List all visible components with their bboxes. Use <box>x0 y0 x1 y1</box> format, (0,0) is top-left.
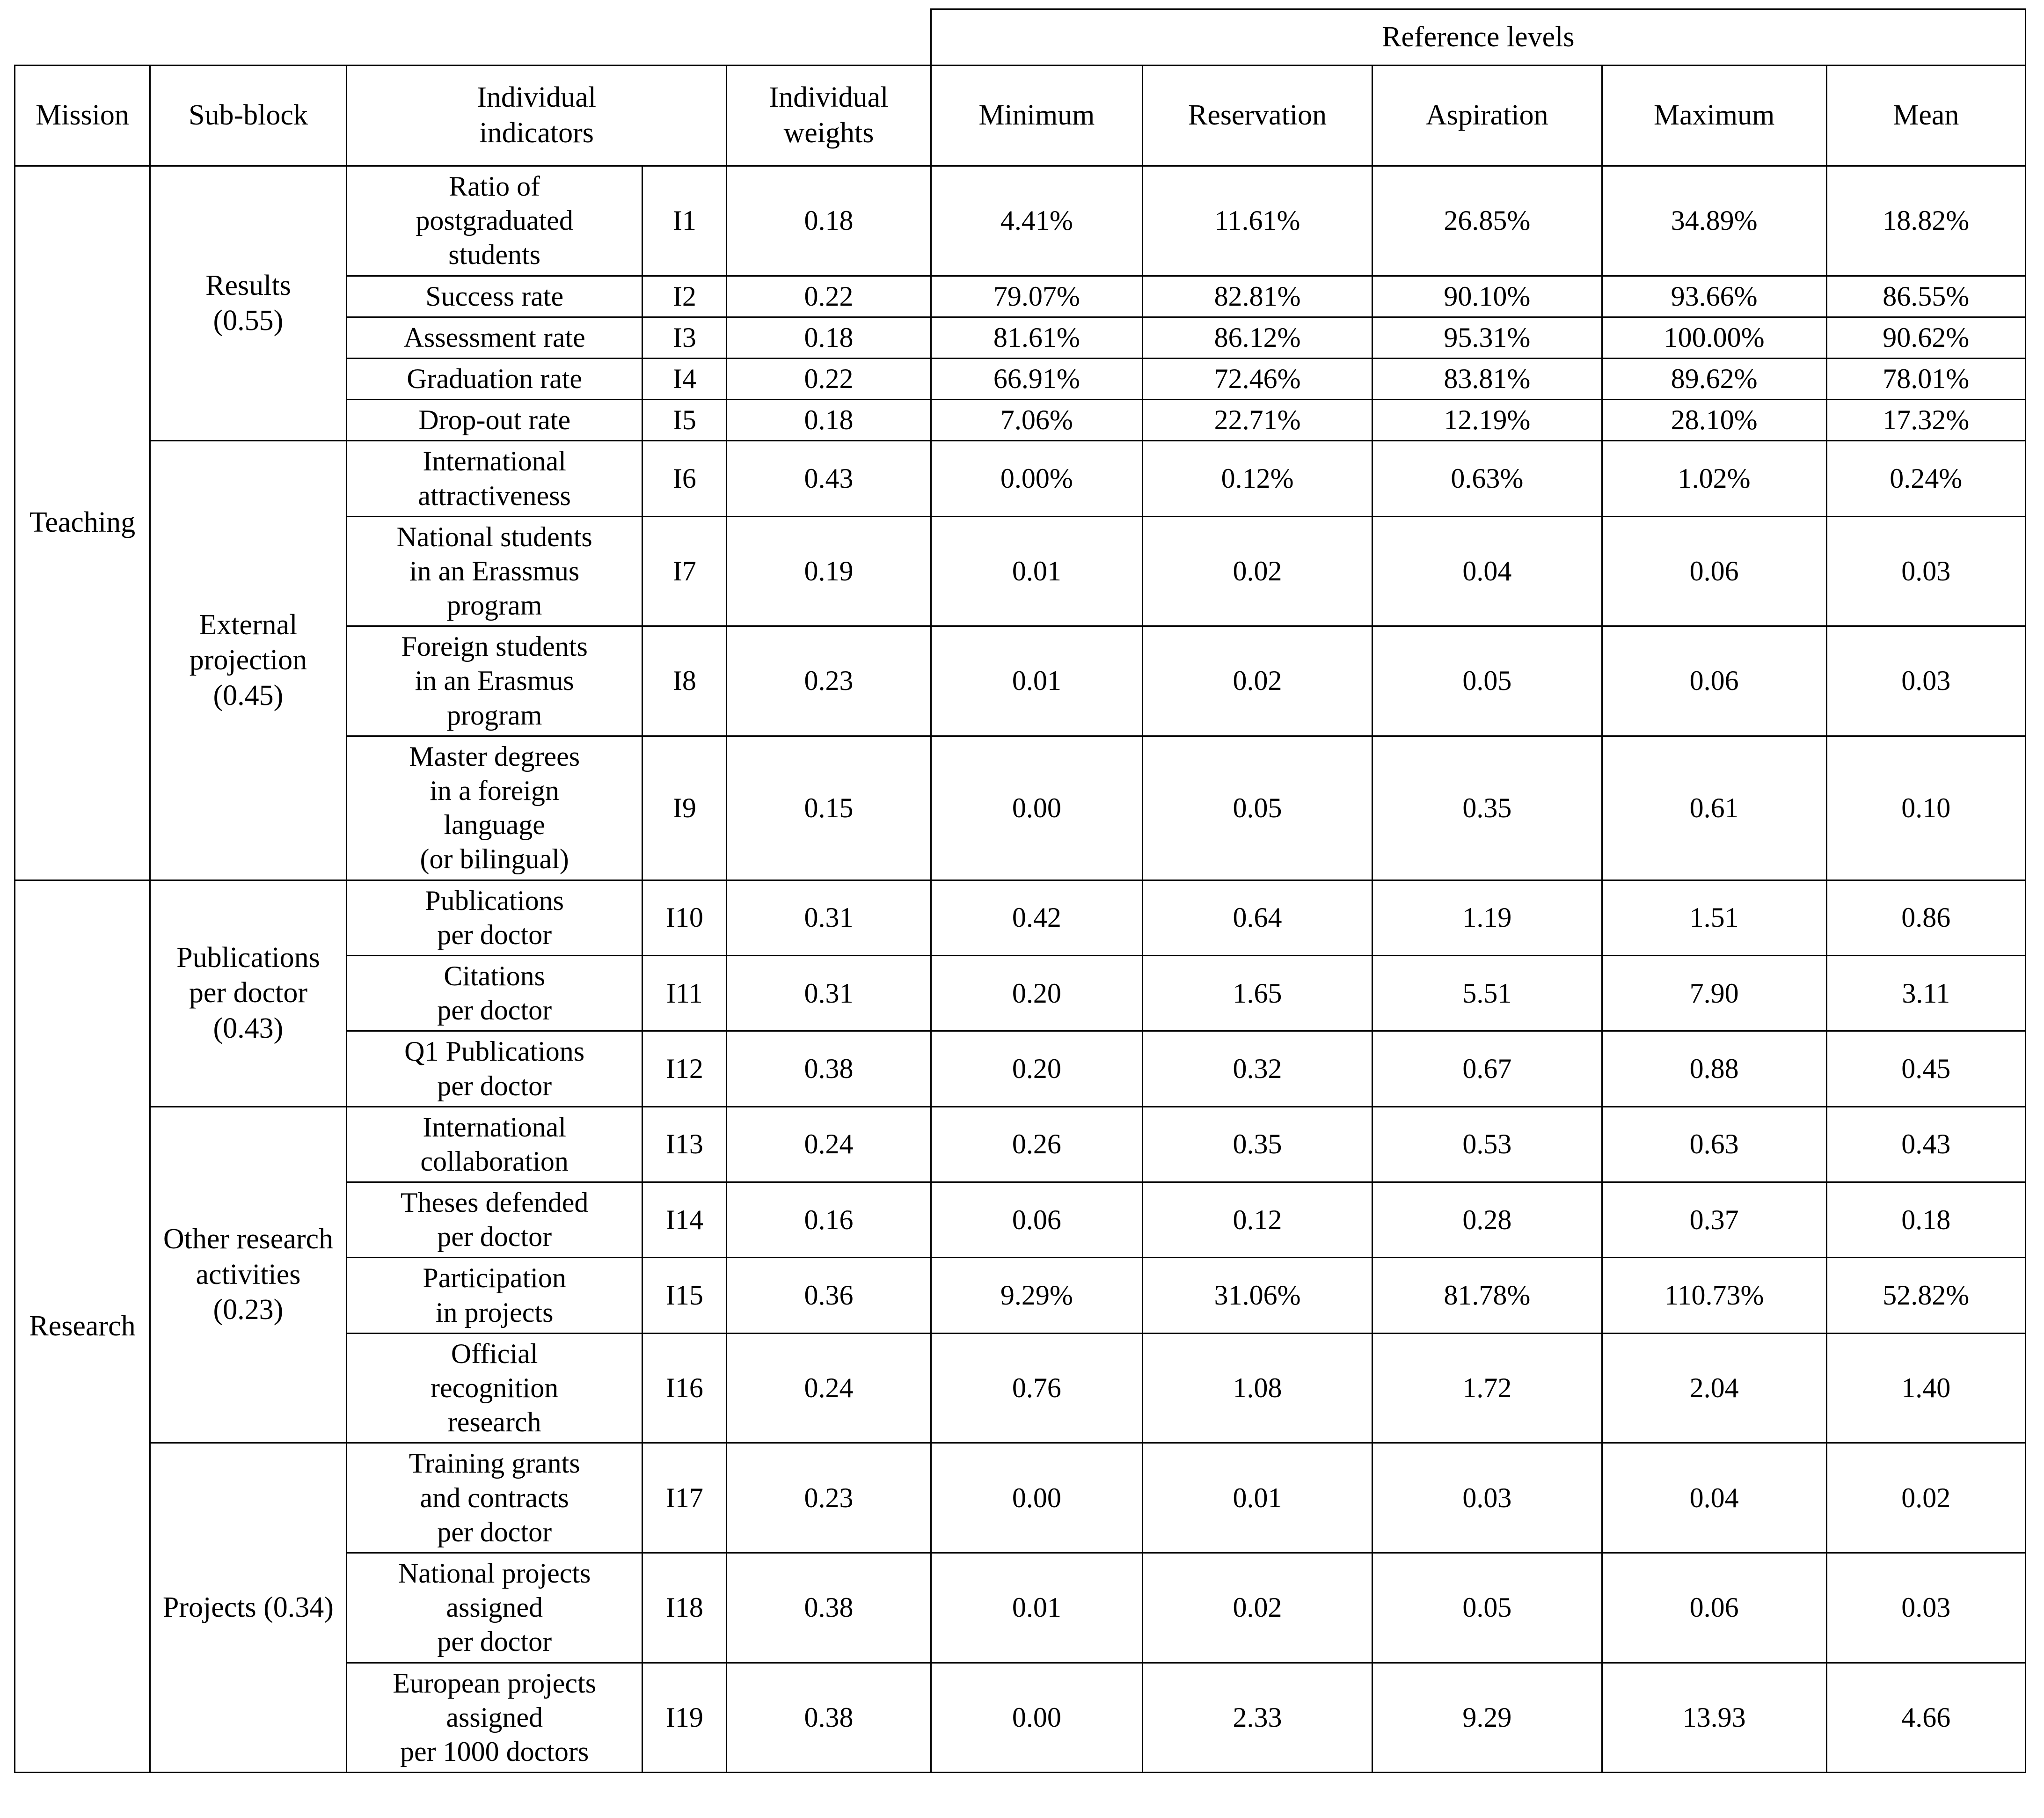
column-header-subblock: Sub-block <box>150 66 347 166</box>
indicator-id-i2: I2 <box>642 276 727 317</box>
indicator-id-i17: I17 <box>642 1443 727 1553</box>
subblock-cell-publications <box>150 880 347 1107</box>
indicator-label-line: program <box>447 699 542 731</box>
maximum-i6: 1.02% <box>1602 441 1826 516</box>
table-head <box>15 9 2026 166</box>
table-body <box>15 166 2026 1773</box>
indicator-label-i16 <box>346 1333 642 1443</box>
minimum-i10: 0.42 <box>931 880 1143 955</box>
maximum-i12: 0.88 <box>1602 1031 1826 1107</box>
aspiration-i10: 1.19 <box>1372 880 1602 955</box>
column-header-mission: Mission <box>15 66 150 166</box>
column-header-indicator-line2: indicators <box>479 117 594 149</box>
column-header-weight-line1: Individual <box>769 81 889 114</box>
indicator-label-line: Theses defended <box>400 1187 589 1218</box>
subblock-line: projection <box>189 644 307 676</box>
indicator-label-i2 <box>346 276 642 317</box>
minimum-i18: 0.01 <box>931 1553 1143 1663</box>
weight-i4: 0.22 <box>727 358 931 399</box>
indicator-label-line: per doctor <box>437 1070 552 1101</box>
table-row <box>15 1107 2026 1182</box>
indicator-label-line: research <box>447 1407 541 1438</box>
indicator-label-line: Participation <box>423 1262 566 1294</box>
minimum-i3: 81.61% <box>931 317 1143 358</box>
indicator-label-i9 <box>346 736 642 880</box>
indicator-label-line: per 1000 doctors <box>400 1736 589 1767</box>
minimum-i1: 4.41% <box>931 166 1143 276</box>
aspiration-i7: 0.04 <box>1372 516 1602 626</box>
indicator-label-i4 <box>346 358 642 399</box>
mean-i13: 0.43 <box>1826 1107 2025 1182</box>
indicator-id-i18: I18 <box>642 1553 727 1663</box>
indicator-label-line: collaboration <box>420 1145 569 1177</box>
indicator-id-i12: I12 <box>642 1031 727 1107</box>
maximum-i17: 0.04 <box>1602 1443 1826 1553</box>
indicator-label-i3 <box>346 317 642 358</box>
group-header-reference-levels: Reference levels <box>931 9 2025 66</box>
indicator-label-line: students <box>448 239 540 271</box>
subblock-line: (0.43) <box>213 1012 284 1044</box>
reservation-i8: 0.02 <box>1143 626 1372 736</box>
weight-i8: 0.23 <box>727 626 931 736</box>
indicator-label-line: Graduation rate <box>407 363 583 394</box>
weight-i16: 0.24 <box>727 1333 931 1443</box>
subblock-line: (0.55) <box>213 305 284 337</box>
indicator-label-line: Foreign students <box>401 631 588 662</box>
reservation-i5: 22.71% <box>1143 400 1372 441</box>
group-header-row <box>15 9 2026 66</box>
reservation-i9: 0.05 <box>1143 736 1372 880</box>
weight-i1: 0.18 <box>727 166 931 276</box>
minimum-i9: 0.00 <box>931 736 1143 880</box>
weight-i7: 0.19 <box>727 516 931 626</box>
aspiration-i18: 0.05 <box>1372 1553 1602 1663</box>
indicator-id-i15: I15 <box>642 1258 727 1333</box>
mean-i8: 0.03 <box>1826 626 2025 736</box>
reservation-i1: 11.61% <box>1143 166 1372 276</box>
reservation-i3: 86.12% <box>1143 317 1372 358</box>
subblock-cell-external <box>150 441 347 880</box>
weight-i6: 0.43 <box>727 441 931 516</box>
weight-i12: 0.38 <box>727 1031 931 1107</box>
indicator-label-i8 <box>346 626 642 736</box>
weight-i2: 0.22 <box>727 276 931 317</box>
subblock-line: Projects (0.34) <box>162 1591 334 1623</box>
weight-i13: 0.24 <box>727 1107 931 1182</box>
maximum-i5: 28.10% <box>1602 400 1826 441</box>
indicator-label-line: (or bilingual) <box>420 843 569 875</box>
indicator-label-line: language <box>444 809 545 841</box>
minimum-i16: 0.76 <box>931 1333 1143 1443</box>
subblock-line: (0.23) <box>213 1294 284 1326</box>
reservation-i11: 1.65 <box>1143 955 1372 1031</box>
indicator-label-line: per doctor <box>437 919 552 950</box>
indicator-label-line: Training grants <box>409 1448 580 1479</box>
indicator-id-i3: I3 <box>642 317 727 358</box>
minimum-i15: 9.29% <box>931 1258 1143 1333</box>
indicator-id-i7: I7 <box>642 516 727 626</box>
weight-i15: 0.36 <box>727 1258 931 1333</box>
indicator-label-line: Official <box>451 1338 538 1369</box>
indicator-id-i5: I5 <box>642 400 727 441</box>
indicator-label-line: program <box>447 590 542 621</box>
indicators-table <box>14 8 2026 1773</box>
indicator-label-line: National students <box>396 521 592 552</box>
column-header-maximum: Maximum <box>1602 66 1826 166</box>
minimum-i5: 7.06% <box>931 400 1143 441</box>
indicator-id-i8: I8 <box>642 626 727 736</box>
maximum-i7: 0.06 <box>1602 516 1826 626</box>
column-header-individual-indicators <box>346 66 726 166</box>
reservation-i17: 0.01 <box>1143 1443 1372 1553</box>
table-row <box>15 166 2026 276</box>
maximum-i1: 34.89% <box>1602 166 1826 276</box>
indicator-id-i19: I19 <box>642 1663 727 1773</box>
indicator-label-line: in an Erasmus <box>415 665 574 696</box>
mean-i1: 18.82% <box>1826 166 2025 276</box>
indicator-label-line: assigned <box>446 1701 543 1733</box>
indicator-label-line: in projects <box>435 1297 554 1328</box>
indicator-label-line: per doctor <box>437 1626 552 1657</box>
indicator-label-i11 <box>346 955 642 1031</box>
column-header-minimum: Minimum <box>931 66 1143 166</box>
minimum-i2: 79.07% <box>931 276 1143 317</box>
group-header-spacer <box>15 9 931 66</box>
indicator-label-i13 <box>346 1107 642 1182</box>
subblock-cell-results <box>150 166 347 441</box>
maximum-i3: 100.00% <box>1602 317 1826 358</box>
minimum-i6: 0.00% <box>931 441 1143 516</box>
weight-i3: 0.18 <box>727 317 931 358</box>
mean-i16: 1.40 <box>1826 1333 2025 1443</box>
indicator-id-i13: I13 <box>642 1107 727 1182</box>
indicator-label-line: Master degrees <box>409 740 580 772</box>
indicator-label-line: Assessment rate <box>403 322 585 353</box>
maximum-i19: 13.93 <box>1602 1663 1826 1773</box>
reservation-i6: 0.12% <box>1143 441 1372 516</box>
maximum-i8: 0.06 <box>1602 626 1826 736</box>
aspiration-i2: 90.10% <box>1372 276 1602 317</box>
minimum-i13: 0.26 <box>931 1107 1143 1182</box>
mean-i15: 52.82% <box>1826 1258 2025 1333</box>
mean-i11: 3.11 <box>1826 955 2025 1031</box>
minimum-i17: 0.00 <box>931 1443 1143 1553</box>
indicator-label-line: recognition <box>431 1372 559 1403</box>
indicator-label-i10 <box>346 880 642 955</box>
indicator-label-line: postgraduated <box>416 205 573 236</box>
indicator-label-i1 <box>346 166 642 276</box>
indicator-label-line: per doctor <box>437 995 552 1026</box>
mission-cell-research: Research <box>15 880 150 1773</box>
column-header-indicator-line1: Individual <box>477 81 597 114</box>
reservation-i10: 0.64 <box>1143 880 1372 955</box>
minimum-i12: 0.20 <box>931 1031 1143 1107</box>
indicator-id-i4: I4 <box>642 358 727 399</box>
aspiration-i12: 0.67 <box>1372 1031 1602 1107</box>
weight-i19: 0.38 <box>727 1663 931 1773</box>
indicator-id-i14: I14 <box>642 1182 727 1258</box>
column-header-individual-weights <box>727 66 931 166</box>
mean-i7: 0.03 <box>1826 516 2025 626</box>
mean-i6: 0.24% <box>1826 441 2025 516</box>
indicator-label-line: International <box>423 446 566 477</box>
indicator-id-i6: I6 <box>642 441 727 516</box>
mean-i2: 86.55% <box>1826 276 2025 317</box>
subblock-line: (0.45) <box>213 679 284 711</box>
table-row <box>15 880 2026 955</box>
subblock-line: External <box>199 608 298 641</box>
indicator-label-line: per doctor <box>437 1221 552 1253</box>
indicator-label-i6 <box>346 441 642 516</box>
indicator-label-line: and contracts <box>420 1482 569 1513</box>
minimum-i11: 0.20 <box>931 955 1143 1031</box>
indicator-id-i1: I1 <box>642 166 727 276</box>
reservation-i18: 0.02 <box>1143 1553 1372 1663</box>
indicator-label-line: Success rate <box>425 280 564 312</box>
reservation-i4: 72.46% <box>1143 358 1372 399</box>
aspiration-i5: 12.19% <box>1372 400 1602 441</box>
aspiration-i14: 0.28 <box>1372 1182 1602 1258</box>
indicator-label-line: Citations <box>444 960 545 991</box>
aspiration-i11: 5.51 <box>1372 955 1602 1031</box>
indicator-label-line: Q1 Publications <box>404 1036 585 1067</box>
minimum-i19: 0.00 <box>931 1663 1143 1773</box>
indicator-id-i9: I9 <box>642 736 727 880</box>
aspiration-i4: 83.81% <box>1372 358 1602 399</box>
indicator-label-line: Drop-out rate <box>418 404 571 436</box>
reservation-i2: 82.81% <box>1143 276 1372 317</box>
maximum-i14: 0.37 <box>1602 1182 1826 1258</box>
reservation-i12: 0.32 <box>1143 1031 1372 1107</box>
weight-i5: 0.18 <box>727 400 931 441</box>
minimum-i14: 0.06 <box>931 1182 1143 1258</box>
aspiration-i1: 26.85% <box>1372 166 1602 276</box>
minimum-i7: 0.01 <box>931 516 1143 626</box>
column-header-mean: Mean <box>1826 66 2025 166</box>
column-header-aspiration: Aspiration <box>1372 66 1602 166</box>
subblock-cell-other_research <box>150 1107 347 1443</box>
subblock-line: Other research <box>163 1223 334 1255</box>
indicator-label-line: International <box>423 1111 566 1143</box>
weight-i17: 0.23 <box>727 1443 931 1553</box>
weight-i14: 0.16 <box>727 1182 931 1258</box>
column-header-weight-line2: weights <box>783 117 874 149</box>
indicator-label-line: assigned <box>446 1592 543 1623</box>
aspiration-i17: 0.03 <box>1372 1443 1602 1553</box>
mean-i17: 0.02 <box>1826 1443 2025 1553</box>
maximum-i4: 89.62% <box>1602 358 1826 399</box>
maximum-i15: 110.73% <box>1602 1258 1826 1333</box>
aspiration-i13: 0.53 <box>1372 1107 1602 1182</box>
indicator-label-i19 <box>346 1663 642 1773</box>
subblock-line: per doctor <box>189 977 307 1009</box>
indicator-label-line: National projects <box>398 1557 591 1589</box>
mean-i18: 0.03 <box>1826 1553 2025 1663</box>
indicator-id-i10: I10 <box>642 880 727 955</box>
mean-i10: 0.86 <box>1826 880 2025 955</box>
aspiration-i8: 0.05 <box>1372 626 1602 736</box>
aspiration-i3: 95.31% <box>1372 317 1602 358</box>
indicator-label-i18 <box>346 1553 642 1663</box>
subblock-line: Publications <box>176 941 320 974</box>
mean-i12: 0.45 <box>1826 1031 2025 1107</box>
reservation-i7: 0.02 <box>1143 516 1372 626</box>
indicator-id-i16: I16 <box>642 1333 727 1443</box>
indicator-label-line: attractiveness <box>418 480 571 511</box>
weight-i9: 0.15 <box>727 736 931 880</box>
table-row <box>15 441 2026 516</box>
aspiration-i15: 81.78% <box>1372 1258 1602 1333</box>
mean-i5: 17.32% <box>1826 400 2025 441</box>
column-header-row <box>15 66 2026 166</box>
maximum-i2: 93.66% <box>1602 276 1826 317</box>
table-row <box>15 1443 2026 1553</box>
mean-i3: 90.62% <box>1826 317 2025 358</box>
indicator-label-line: in a foreign <box>430 775 559 806</box>
reservation-i19: 2.33 <box>1143 1663 1372 1773</box>
mean-i19: 4.66 <box>1826 1663 2025 1773</box>
indicator-label-i15 <box>346 1258 642 1333</box>
aspiration-i16: 1.72 <box>1372 1333 1602 1443</box>
weight-i11: 0.31 <box>727 955 931 1031</box>
mission-cell-teaching: Teaching <box>15 166 150 880</box>
maximum-i9: 0.61 <box>1602 736 1826 880</box>
aspiration-i19: 9.29 <box>1372 1663 1602 1773</box>
indicator-id-i11: I11 <box>642 955 727 1031</box>
indicator-label-line: in an Erassmus <box>409 555 580 586</box>
weight-i18: 0.38 <box>727 1553 931 1663</box>
maximum-i11: 7.90 <box>1602 955 1826 1031</box>
maximum-i18: 0.06 <box>1602 1553 1826 1663</box>
reservation-i14: 0.12 <box>1143 1182 1372 1258</box>
mean-i4: 78.01% <box>1826 358 2025 399</box>
aspiration-i9: 0.35 <box>1372 736 1602 880</box>
maximum-i10: 1.51 <box>1602 880 1826 955</box>
maximum-i16: 2.04 <box>1602 1333 1826 1443</box>
column-header-reservation: Reservation <box>1143 66 1372 166</box>
indicator-label-line: Ratio of <box>449 171 540 202</box>
maximum-i13: 0.63 <box>1602 1107 1826 1182</box>
minimum-i8: 0.01 <box>931 626 1143 736</box>
indicator-label-line: per doctor <box>437 1516 552 1547</box>
indicator-label-i5 <box>346 400 642 441</box>
indicator-label-i14 <box>346 1182 642 1258</box>
indicator-label-line: Publications <box>425 885 564 916</box>
mean-i9: 0.10 <box>1826 736 2025 880</box>
reservation-i15: 31.06% <box>1143 1258 1372 1333</box>
indicator-label-line: European projects <box>393 1667 597 1699</box>
indicator-label-i12 <box>346 1031 642 1107</box>
mean-i14: 0.18 <box>1826 1182 2025 1258</box>
indicator-label-i17 <box>346 1443 642 1553</box>
weight-i10: 0.31 <box>727 880 931 955</box>
minimum-i4: 66.91% <box>931 358 1143 399</box>
indicator-label-i7 <box>346 516 642 626</box>
reservation-i16: 1.08 <box>1143 1333 1372 1443</box>
aspiration-i6: 0.63% <box>1372 441 1602 516</box>
subblock-cell-projects <box>150 1443 347 1773</box>
subblock-line: Results <box>205 269 291 301</box>
subblock-line: activities <box>196 1258 301 1290</box>
reservation-i13: 0.35 <box>1143 1107 1372 1182</box>
